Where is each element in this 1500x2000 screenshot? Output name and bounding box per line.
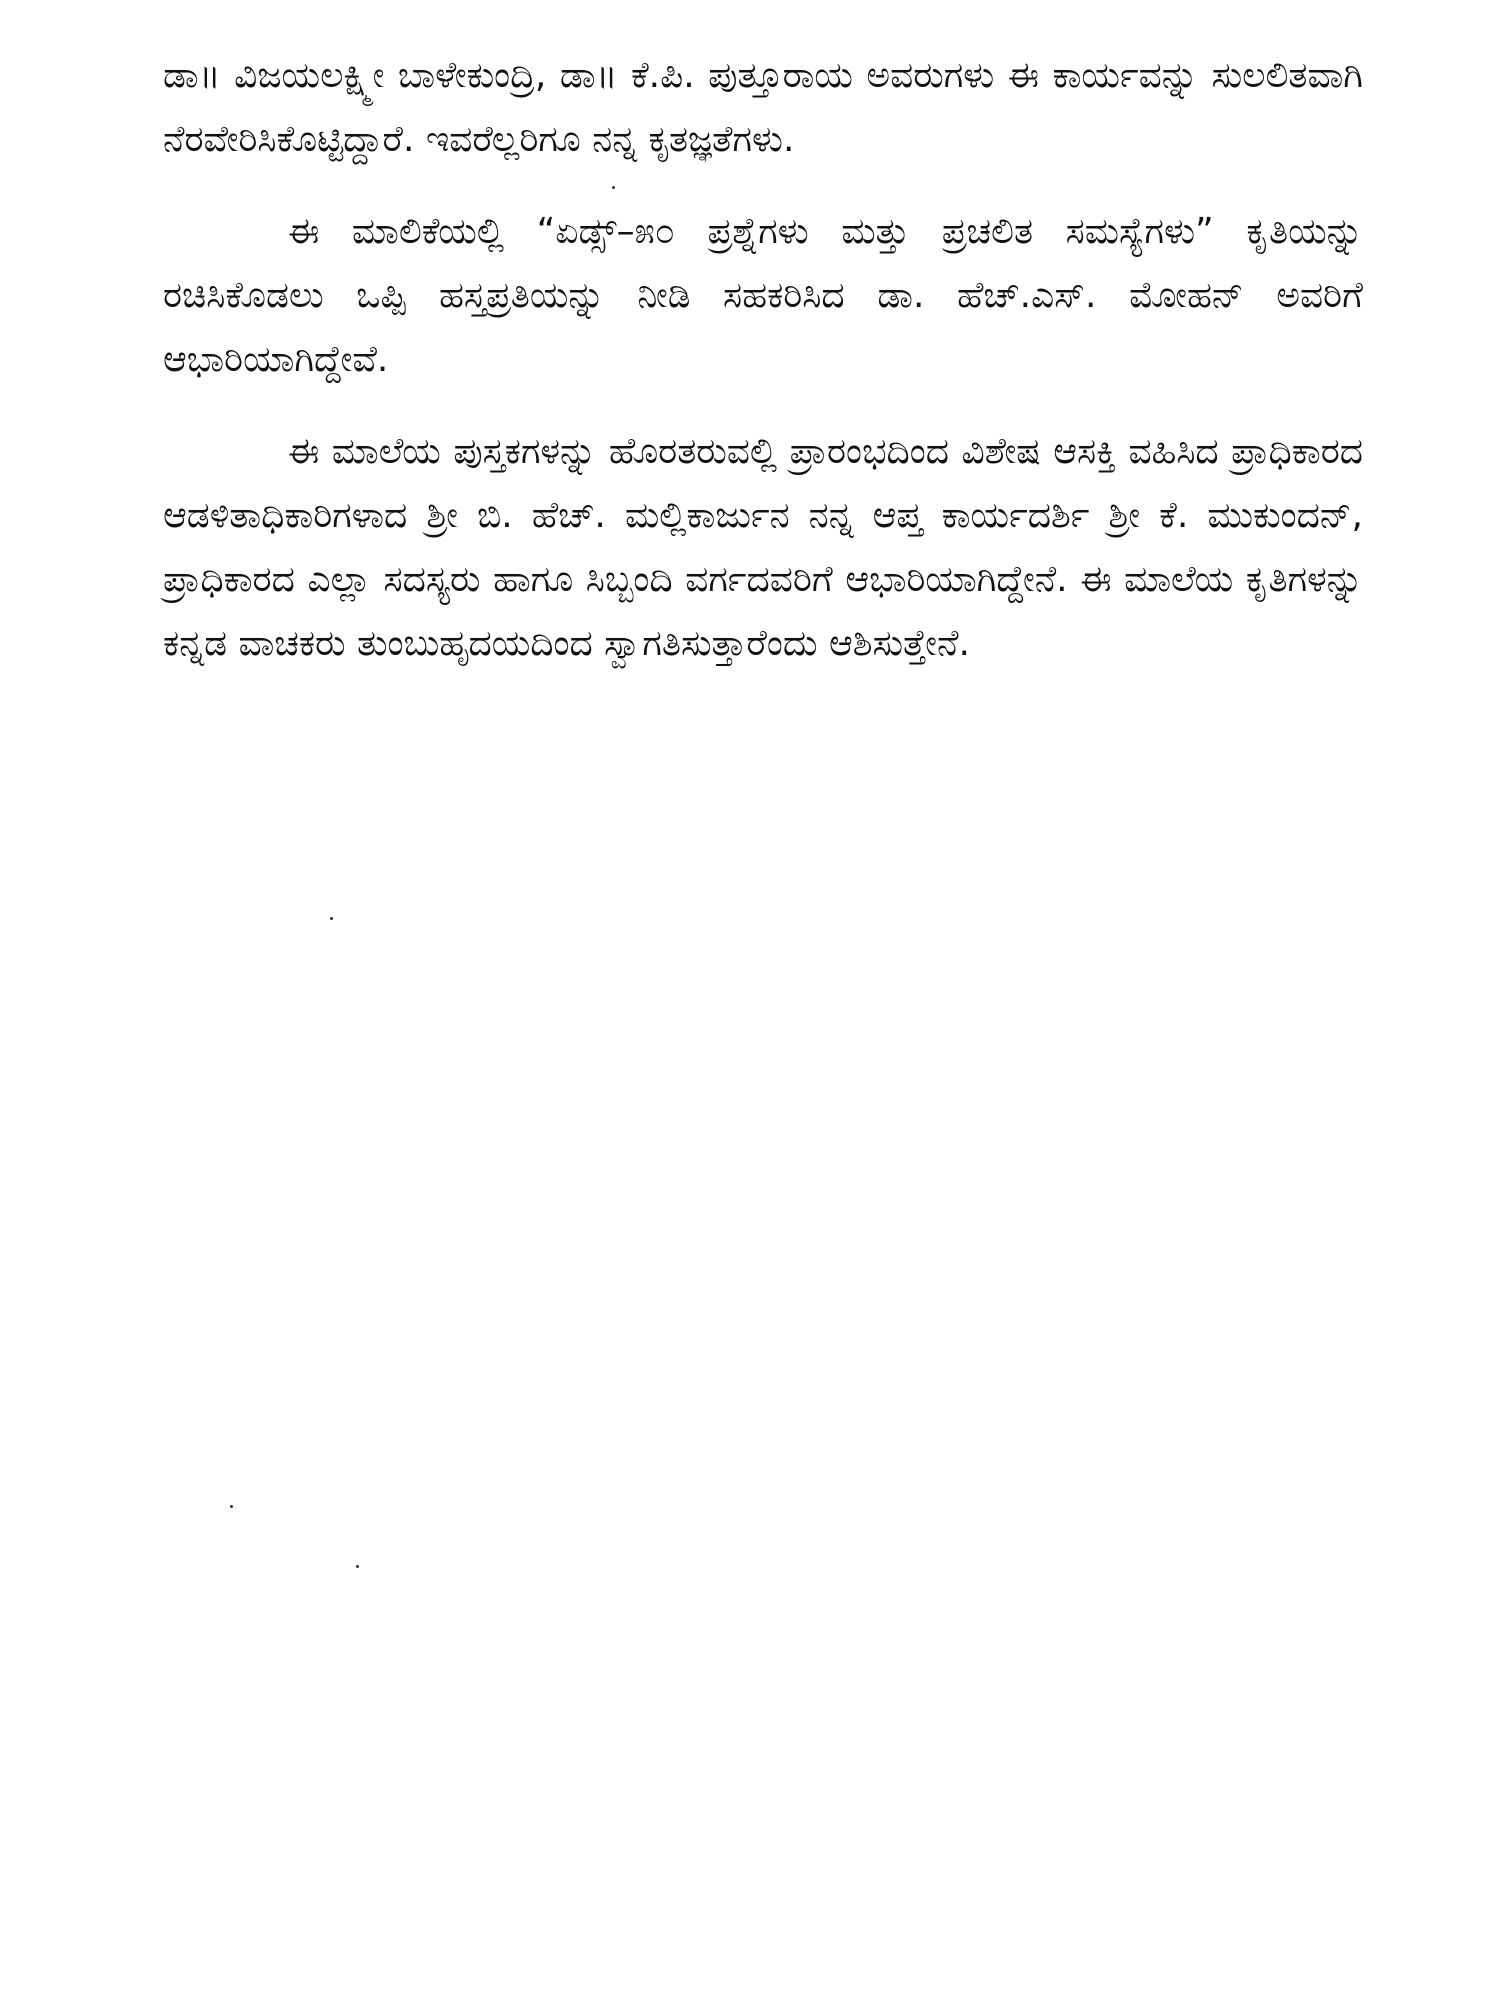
scan-speck: [356, 1565, 359, 1568]
scan-speck: [230, 1505, 233, 1508]
scan-speck: [330, 917, 333, 920]
paragraph-acknowledgement-author: ಈ ಮಾಲಿಕೆಯಲ್ಲಿ “ಏಡ್ಸ್–೫೦ ಪ್ರಶ್ನೆಗಳು ಮತ್ತು ಪ್ರಚಲಿತ ಸಮಸ್ಯೆಗಳು” ಕೃತಿಯನ್ನು ರಚಿಸಿಕೊಡಲು ಒಪ್ಪಿ ಹಸ್ತಪ್ರತಿಯನ್ನು ನೀಡಿ ಸಹಕರಿಸಿದ ಡಾ. ಹೆಚ್.ಎಸ್. ಮೋಹನ್ ಅವರಿಗೆ ಆಭಾರಿಯಾಗಿದ್ದೇವೆ.: [163, 211, 1363, 380]
scan-speck: [612, 186, 615, 189]
paragraph-acknowledgement-staff: ಈ ಮಾಲೆಯ ಪುಸ್ತಕಗಳನ್ನು ಹೊರತರುವಲ್ಲಿ ಪ್ರಾರಂಭದಿಂದ ವಿಶೇಷ ಆಸಕ್ತಿ ವಹಿಸಿದ ಪ್ರಾಧಿಕಾರದ ಆಡಳಿತಾಧಿಕಾರಿಗಳಾದ ಶ್ರೀ ಬಿ. ಹೆಚ್. ಮಲ್ಲಿಕಾರ್ಜುನ ನನ್ನ ಆಪ್ತ ಕಾರ್ಯದರ್ಶಿ ಶ್ರೀ ಕೆ. ಮುಕುಂದನ್, ಪ್ರಾಧಿಕಾರದ ಎಲ್ಲಾ ಸದಸ್ಯರು ಹಾಗೂ ಸಿಬ್ಬಂದಿ ವರ್ಗದವರಿಗೆ ಆಭಾರಿಯಾಗಿದ್ದೇನೆ. ಈ ಮಾಲೆಯ ಕೃತಿಗಳನ್ನು ಕನ್ನಡ ವಾಚಕರು ತುಂಬುಹೃದಯದಿಂದ ಸ್ವಾಗತಿಸುತ್ತಾರೆಂದು ಆಶಿಸುತ್ತೇನೆ.: [163, 431, 1363, 664]
body-text: [163, 44, 1363, 704]
paragraph-acknowledgement-reviewers: ಡಾ॥ ವಿಜಯಲಕ್ಷ್ಮೀ ಬಾಳೇಕುಂದ್ರಿ, ಡಾ॥ ಕೆ.ಪಿ. ಪುತ್ತೂರಾಯ ಅವರುಗಳು ಈ ಕಾರ್ಯವನ್ನು ಸುಲಲಿತವಾಗಿ ನೆರವೇರಿಸಿಕೊಟ್ಟಿದ್ದಾರೆ. ಇವರೆಲ್ಲರಿಗೂ ನನ್ನ ಕೃತಜ್ಞತೆಗಳು.: [163, 55, 1363, 160]
